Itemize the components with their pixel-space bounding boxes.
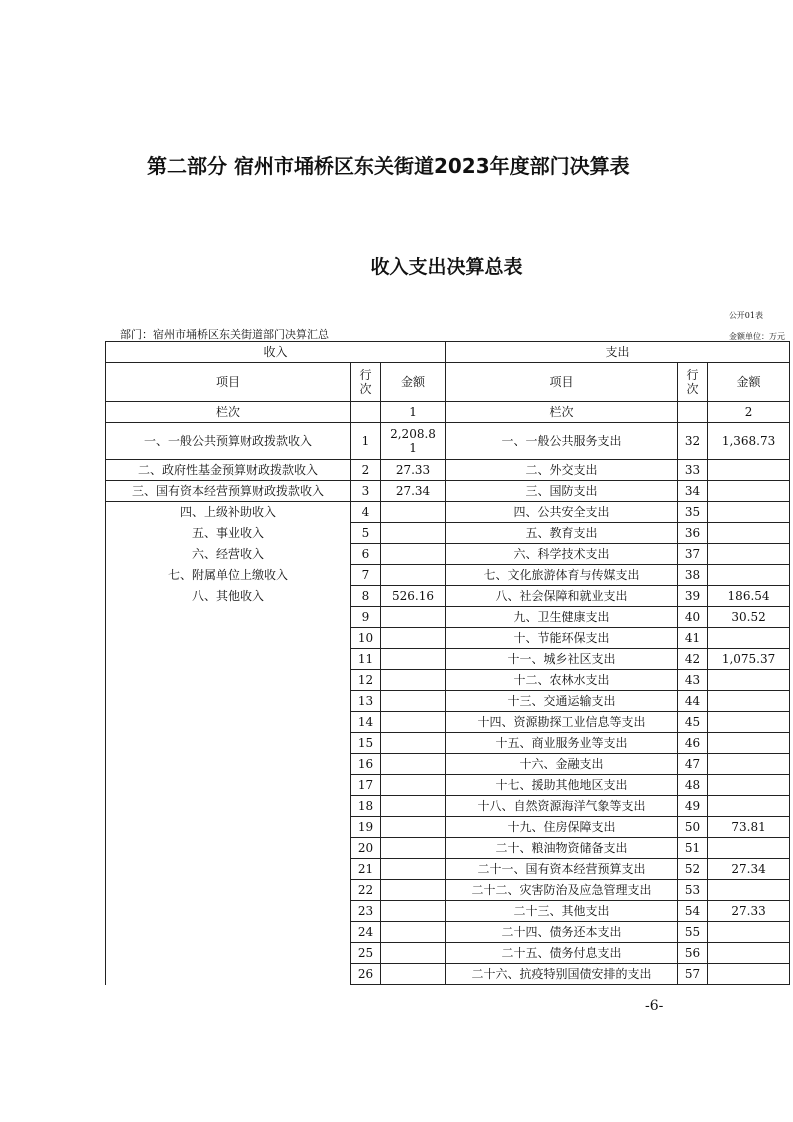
table-row <box>106 943 790 964</box>
cell-in-no: 6 <box>351 544 381 565</box>
cell-in-amt <box>381 859 446 880</box>
cell-in-item <box>106 817 351 838</box>
cell-ex-item: 二、外交支出 <box>446 460 678 481</box>
cell-ex-item: 十三、交通运输支出 <box>446 691 678 712</box>
cell-in-amt <box>381 649 446 670</box>
cell-ex-no: 38 <box>678 565 708 586</box>
cell-in-item <box>106 964 351 985</box>
cell-in-item <box>106 712 351 733</box>
cell-ex-no: 56 <box>678 943 708 964</box>
cell-in-amt <box>381 628 446 649</box>
table-row <box>106 523 790 544</box>
cell-in-no: 26 <box>351 964 381 985</box>
cell-in-no: 8 <box>351 586 381 607</box>
form-number: 公开01表 <box>728 311 763 320</box>
cell-ex-item: 九、卫生健康支出 <box>446 607 678 628</box>
cell-in-item <box>106 607 351 628</box>
table-row <box>106 691 790 712</box>
table-row <box>106 733 790 754</box>
cell-ex-no: 41 <box>678 628 708 649</box>
column-header-row <box>106 363 790 402</box>
cell-in-no: 1 <box>351 423 381 460</box>
cell-in-no: 10 <box>351 628 381 649</box>
income-header: 收入 <box>106 342 446 363</box>
cell-in-item <box>106 880 351 901</box>
cell-ex-amt: 27.33 <box>708 901 790 922</box>
table-row <box>106 838 790 859</box>
table-row <box>106 859 790 880</box>
page-number: -6- <box>645 998 664 1014</box>
cell-ex-no: 50 <box>678 817 708 838</box>
cell-in-item <box>106 649 351 670</box>
cell-ex-amt <box>708 754 790 775</box>
cell-ex-no: 51 <box>678 838 708 859</box>
cell-in-amt <box>381 544 446 565</box>
cell-in-item: 七、附属单位上缴收入 <box>106 565 351 586</box>
income-amount-header: 金额 <box>381 363 446 402</box>
cell-ex-no: 34 <box>678 481 708 502</box>
table-row <box>106 670 790 691</box>
cell-in-item <box>106 775 351 796</box>
cell-in-amt <box>381 964 446 985</box>
column-index-row <box>106 402 790 423</box>
cell-ex-no: 54 <box>678 901 708 922</box>
empty-cell <box>351 402 381 423</box>
cell-ex-item: 八、社会保障和就业支出 <box>446 586 678 607</box>
table-title: 收入支出决算总表 <box>370 256 523 278</box>
cell-ex-no: 35 <box>678 502 708 523</box>
cell-in-amt: 2,208.81 <box>381 423 446 460</box>
cell-in-no: 17 <box>351 775 381 796</box>
cell-ex-item: 十二、农林水支出 <box>446 670 678 691</box>
cell-ex-amt <box>708 544 790 565</box>
table-row <box>106 481 790 502</box>
cell-ex-no: 32 <box>678 423 708 460</box>
cell-ex-item: 十七、援助其他地区支出 <box>446 775 678 796</box>
cell-in-amt <box>381 712 446 733</box>
cell-in-amt <box>381 607 446 628</box>
cell-ex-no: 53 <box>678 880 708 901</box>
table-row <box>106 754 790 775</box>
table-row <box>106 964 790 985</box>
cell-in-item: 五、事业收入 <box>106 523 351 544</box>
cell-in-item <box>106 838 351 859</box>
cell-in-item: 二、政府性基金预算财政拨款收入 <box>106 460 351 481</box>
department-label: 部门：宿州市埇桥区东关街道部门决算汇总 <box>120 328 329 341</box>
cell-in-amt <box>381 838 446 859</box>
table-row <box>106 880 790 901</box>
cell-ex-item: 七、文化旅游体育与传媒支出 <box>446 565 678 586</box>
cell-ex-amt <box>708 838 790 859</box>
cell-in-no: 11 <box>351 649 381 670</box>
column-index: 2 <box>708 402 790 423</box>
cell-ex-no: 52 <box>678 859 708 880</box>
cell-in-amt <box>381 943 446 964</box>
cell-ex-item: 六、科学技术支出 <box>446 544 678 565</box>
expense-line-header: 行次 <box>678 363 708 402</box>
cell-ex-amt <box>708 775 790 796</box>
cell-ex-amt: 27.34 <box>708 859 790 880</box>
cell-ex-amt <box>708 712 790 733</box>
cell-ex-no: 45 <box>678 712 708 733</box>
cell-in-no: 14 <box>351 712 381 733</box>
cell-in-amt <box>381 880 446 901</box>
cell-ex-no: 46 <box>678 733 708 754</box>
cell-ex-amt: 1,075.37 <box>708 649 790 670</box>
cell-ex-amt <box>708 565 790 586</box>
expense-amount-header: 金额 <box>708 363 790 402</box>
cell-in-no: 18 <box>351 796 381 817</box>
table-row <box>106 628 790 649</box>
income-item-header: 项目 <box>106 363 351 402</box>
cell-ex-item: 二十二、灾害防治及应急管理支出 <box>446 880 678 901</box>
cell-ex-no: 36 <box>678 523 708 544</box>
cell-ex-no: 39 <box>678 586 708 607</box>
cell-in-amt: 526.16 <box>381 586 446 607</box>
cell-in-amt <box>381 775 446 796</box>
cell-ex-no: 33 <box>678 460 708 481</box>
cell-ex-no: 48 <box>678 775 708 796</box>
cell-ex-item: 二十三、其他支出 <box>446 901 678 922</box>
cell-in-no: 16 <box>351 754 381 775</box>
cell-ex-item: 二十、粮油物资储备支出 <box>446 838 678 859</box>
cell-ex-item: 十八、自然资源海洋气象等支出 <box>446 796 678 817</box>
cell-ex-amt <box>708 670 790 691</box>
cell-ex-amt <box>708 796 790 817</box>
cell-in-no: 24 <box>351 922 381 943</box>
cell-in-no: 3 <box>351 481 381 502</box>
cell-ex-no: 43 <box>678 670 708 691</box>
cell-in-no: 15 <box>351 733 381 754</box>
column-index: 1 <box>381 402 446 423</box>
cell-in-item <box>106 670 351 691</box>
cell-ex-amt <box>708 502 790 523</box>
header-row <box>106 342 790 363</box>
cell-ex-amt <box>708 964 790 985</box>
cell-in-item <box>106 943 351 964</box>
cell-ex-item: 十五、商业服务业等支出 <box>446 733 678 754</box>
cell-in-item <box>106 796 351 817</box>
cell-ex-item: 二十五、债务付息支出 <box>446 943 678 964</box>
cell-ex-no: 55 <box>678 922 708 943</box>
cell-in-amt <box>381 754 446 775</box>
cell-in-amt <box>381 796 446 817</box>
cell-in-no: 7 <box>351 565 381 586</box>
cell-ex-item: 二十一、国有资本经营预算支出 <box>446 859 678 880</box>
cell-ex-item: 二十四、债务还本支出 <box>446 922 678 943</box>
cell-in-item <box>106 859 351 880</box>
cell-in-no: 23 <box>351 901 381 922</box>
cell-ex-amt <box>708 460 790 481</box>
table-row <box>106 565 790 586</box>
cell-in-item <box>106 733 351 754</box>
cell-in-amt <box>381 670 446 691</box>
cell-ex-amt: 73.81 <box>708 817 790 838</box>
cell-in-item <box>106 691 351 712</box>
cell-ex-item: 十六、金融支出 <box>446 754 678 775</box>
column-label: 栏次 <box>446 402 678 423</box>
cell-in-no: 9 <box>351 607 381 628</box>
cell-in-no: 4 <box>351 502 381 523</box>
table-row <box>106 796 790 817</box>
cell-ex-amt <box>708 922 790 943</box>
cell-ex-amt <box>708 628 790 649</box>
cell-in-no: 20 <box>351 838 381 859</box>
table-row <box>106 460 790 481</box>
table-row <box>106 607 790 628</box>
cell-ex-item: 十九、住房保障支出 <box>446 817 678 838</box>
expense-item-header: 项目 <box>446 363 678 402</box>
cell-in-amt <box>381 565 446 586</box>
cell-ex-amt <box>708 733 790 754</box>
cell-in-amt <box>381 523 446 544</box>
cell-ex-amt <box>708 880 790 901</box>
cell-in-amt <box>381 733 446 754</box>
section-title: 第二部分 宿州市埇桥区东关街道2023年度部门决算表 <box>147 154 630 178</box>
cell-in-amt <box>381 691 446 712</box>
cell-ex-amt: 30.52 <box>708 607 790 628</box>
cell-in-item: 一、一般公共预算财政拨款收入 <box>106 423 351 460</box>
cell-ex-no: 57 <box>678 964 708 985</box>
cell-ex-no: 40 <box>678 607 708 628</box>
cell-in-no: 22 <box>351 880 381 901</box>
cell-in-item <box>106 754 351 775</box>
cell-ex-amt <box>708 523 790 544</box>
cell-in-no: 21 <box>351 859 381 880</box>
income-expense-table <box>105 341 790 985</box>
cell-ex-no: 44 <box>678 691 708 712</box>
cell-ex-amt <box>708 691 790 712</box>
cell-in-amt <box>381 922 446 943</box>
cell-in-no: 12 <box>351 670 381 691</box>
unit-label: 金额单位：万元 <box>729 332 785 341</box>
cell-ex-amt: 1,368.73 <box>708 423 790 460</box>
cell-ex-item: 一、一般公共服务支出 <box>446 423 678 460</box>
cell-in-no: 13 <box>351 691 381 712</box>
cell-ex-no: 42 <box>678 649 708 670</box>
cell-ex-item: 三、国防支出 <box>446 481 678 502</box>
cell-in-no: 5 <box>351 523 381 544</box>
cell-in-item: 四、上级补助收入 <box>106 502 351 523</box>
table-row <box>106 817 790 838</box>
table-row <box>106 712 790 733</box>
cell-ex-item: 四、公共安全支出 <box>446 502 678 523</box>
cell-in-item <box>106 922 351 943</box>
cell-in-amt: 27.34 <box>381 481 446 502</box>
cell-in-item <box>106 901 351 922</box>
cell-in-item: 八、其他收入 <box>106 586 351 607</box>
cell-ex-amt <box>708 943 790 964</box>
table-row <box>106 586 790 607</box>
table-row <box>106 544 790 565</box>
cell-ex-item: 十四、资源勘探工业信息等支出 <box>446 712 678 733</box>
table-row <box>106 775 790 796</box>
cell-in-amt: 27.33 <box>381 460 446 481</box>
income-line-header: 行次 <box>351 363 381 402</box>
cell-in-item <box>106 628 351 649</box>
cell-in-no: 25 <box>351 943 381 964</box>
expense-header: 支出 <box>446 342 790 363</box>
column-label: 栏次 <box>106 402 351 423</box>
cell-ex-item: 十一、城乡社区支出 <box>446 649 678 670</box>
cell-in-item: 三、国有资本经营预算财政拨款收入 <box>106 481 351 502</box>
cell-ex-item: 二十六、抗疫特别国债安排的支出 <box>446 964 678 985</box>
table-row <box>106 922 790 943</box>
cell-ex-no: 49 <box>678 796 708 817</box>
cell-in-no: 19 <box>351 817 381 838</box>
cell-ex-amt: 186.54 <box>708 586 790 607</box>
cell-in-no: 2 <box>351 460 381 481</box>
cell-ex-item: 五、教育支出 <box>446 523 678 544</box>
cell-in-item: 六、经营收入 <box>106 544 351 565</box>
cell-in-amt <box>381 502 446 523</box>
cell-in-amt <box>381 817 446 838</box>
table-row <box>106 649 790 670</box>
table-row <box>106 423 790 460</box>
cell-ex-no: 37 <box>678 544 708 565</box>
cell-ex-no: 47 <box>678 754 708 775</box>
cell-ex-amt <box>708 481 790 502</box>
table-row <box>106 502 790 523</box>
cell-in-amt <box>381 901 446 922</box>
empty-cell <box>678 402 708 423</box>
table-row <box>106 901 790 922</box>
cell-ex-item: 十、节能环保支出 <box>446 628 678 649</box>
